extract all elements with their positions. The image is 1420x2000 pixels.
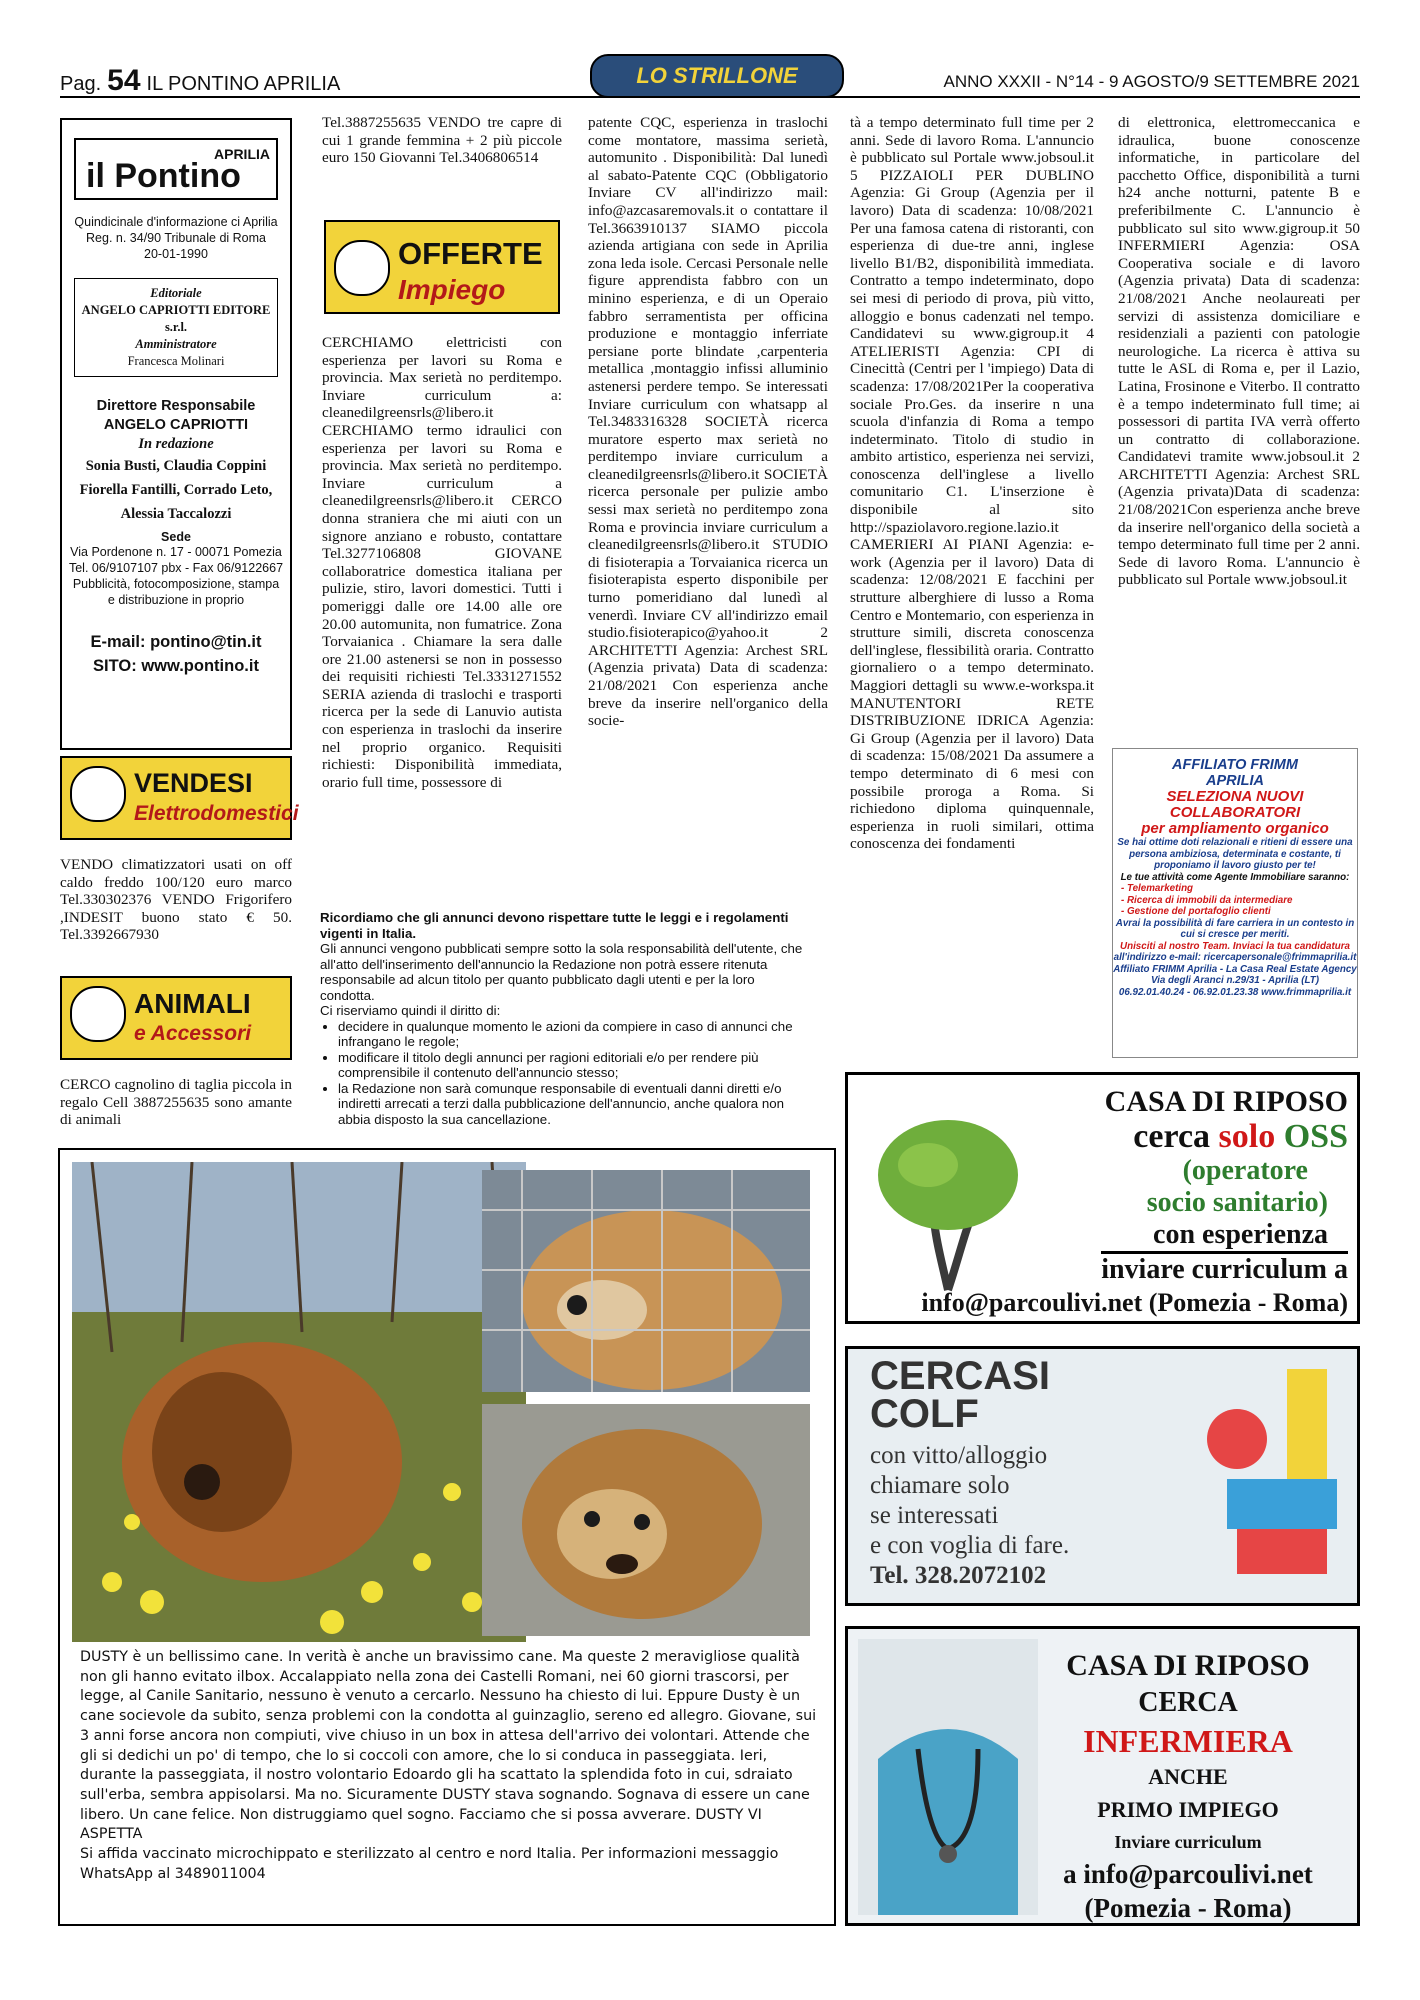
col4-ads: tà a tempo determinato full time per 2 anni. Sede di lavoro Roma. L'annuncio è pubblicato sul Portale www.jobsoul.it 5 PIZZAIOLI PER DUBLINO Agenzia: Gi Group (Agenzia per il lavoro) Data di scadenza: 10/08/2021 Per una famosa catena di ristoranti, con esperienza di due-tre anni, inglese livello B1/B2, disponibilità immediata. Contratto a tempo indeterminato, dopo sei mesi di periodo di prova, più vitto, alloggio e bonus cadenzati nel tempo. Candidatevi su www.gigroup.it 4 ATELIERISTI Agenzia: CPI di Cinecittà (Centri per l 'impiego) Data di scadenza: 17/08/2021Per la cooperativa sociale Pro.Ges. da inserire n una scuola d'infanzia di Roma a tempo indeterminato. Titolo di studio in ambito artistico, esperienza nei servizi, conoscenza dell'inglese a livello comunitario C1. L'inserzione è disponibile al sito http://spaziolavoro.regione.lazio.it CAMERIERI AI PIANI Agenzia: e-work (Agenzia per il lavoro) Data di scadenza: 12/08/2021 E facchini per strutture alberghiere di lusso a Roma Centro e Montemario, con esperienza in strutture simili, discreta conoscenza dell'inglese, flessibilità oraria. Contratto giornaliero o a tempo determinato. Maggiori dettagli su www.e-workspa.it MANUTENTORI RETE DISTRIBUZIONE IDRICA Agenzia: Gi Group (Agenzia per il lavoro) Data di scadenza: 15/08/2021 Da assumere a tempo determinato di 6 mesi con possibile proroga a Roma. Si richiedono diploma quinquennale, esperienza in ruoli similari, ottima conoscenza dei fondamenti xyxy=(850,114,1094,853)
masthead-desc: Quindicinale d'informazione ci Aprilia Reg. n. 34/90 Tribunale di Roma 20-01-1990 xyxy=(74,215,278,261)
address: Via Pordenone n. 17 - 00071 Pomezia Tel. 06/9107107 pbx - Fax 06/9122667 Pubblicità, fotocomposizione, stampa e distribuzione in proprio xyxy=(68,545,284,607)
strillone-icon xyxy=(70,766,126,822)
vendesi-banner: VENDESI Elettrodomestici xyxy=(60,756,292,840)
col3-ads: patente CQC, esperienza in traslochi come montatore, massima serietà, automunito . Disponibilità: Dal lunedì al sabato-Patente CQC (Obbligatorio Inviare CV all'indirizzo mail: info@azcasaremovals.it o contattare il Tel.3663910137 SIAMO piccola azienda artigiana con sede in Aprilia zona leda isole. Cercasi Personale nelle figure apprendista fabbro con un minino esperienza, e di un Operaio fabbro serramentista per officina produzione e montaggio inferriate persiane porte blindate ,carpenteria metallica ,montaggio infissi alluminio astenersi perdere tempo. Se interessati Inviare curriculum con whatsapp al Tel.3483316328 SOCIETÀ ricerca muratore esperto max serietà no perditempo inviare curriculum a cleanedilgreensrls@libero.it SOCIETÀ ricerca personale per pulizie ambo sessi max serietà no perditempo zona Roma e provincia inviare curriculum a cleanedilgreensrls@libero.it STUDIO di fisioterapia a Torvaianica ricerca un fisioterapista esperto disponibile per turno pomeridiano dal lunedì al venerdì. Inviare CV all'indirizzo email studio.fisioterapico@yahoo.it 2 ARCHITETTI Agenzia: Archest SRL (Agenzia privata) Data di scadenza: 21/08/2021 Con esperienza anche breve da inserire nell'organico della socie- xyxy=(588,114,828,730)
page-number-label: Pag. 54 IL PONTINO APRILIA xyxy=(60,64,341,97)
dusty-photo-main xyxy=(72,1162,526,1642)
strillone-icon xyxy=(334,240,390,296)
infermiera-email[interactable]: a info@parcoulivi.net xyxy=(1063,1859,1313,1889)
direttore: Direttore Responsabile ANGELO CAPRIOTTI xyxy=(96,398,256,433)
editorial-box: Editoriale ANGELO CAPRIOTTI EDITORE s.r.l. Amministratore Francesca Molinari xyxy=(74,278,278,377)
paper-name: IL PONTINO APRILIA xyxy=(146,73,341,95)
animali-ads: CERCO cagnolino di taglia piccola in regalo Cell 3887255635 sono amante di animali xyxy=(60,1076,292,1129)
cleaning-supplies-icon xyxy=(1197,1359,1347,1594)
email-link[interactable]: E-mail: pontino@tin.it xyxy=(90,633,262,651)
masthead: APRILIA il Pontino Quindicinale d'informazione ci Aprilia Reg. n. 34/90 Tribunale di Roma 20-01-1990 Editoriale ANGELO CAPRIOTTI EDITORE s.r.l. Amministratore Francesca Molinari Direttore Responsabile ANGELO CAPRIOTTI In redazione Sonia Busti, Claudia Coppini Fiorella Fantilli, Corrado Leto, Alessia Taccalozzi Sede Via Pordenone n. 17 - 00071 Pomezia Tel. 06/9107107 pbx - Fax 06/9122667 Pubblicità, fotocomposizione, stampa e distribuzione in proprio E-mail: pontino@tin.it SITO: www.pontino.it xyxy=(60,118,292,750)
dusty-story: DUSTY è un bellissimo cane. In verità è anche un bravissimo cane. Ma queste 2 meravigliose qualità non gli hanno evitato ilbox. Accalappiato nella zona dei Castelli Romani, nei 60 giorni trascorsi, per legge, al Canile Sanitario, nessuno è venuto a cercarlo. Nessuno ha chiesto di lui. Eppure Dusty è un cane socievole da subito, senza problemi con la condotta al guinzaglio, sereno ed allegro. Giovane, sui 3 anni forse ancora non compiuti, vive chiuso in un box in attesa dell'arrivo dei volontari. Attende che gli si dedichi un po' di tempo, che lo si coccoli con amore, che lo si conduca in passeggiata. Ieri, durante la passeggiata, il nostro volontario Edoardo gli ha scattato la splendida foto in cui, sdraiato sull'erba, sembra appisolarsi. Ma no. Sicuramente DUSTY stava sognando. Sognava di essere un cane libero. Un cane felice. Non distruggiamo quel sogno. Facciamo che si possa avverare. DUSTY VI ASPETTA Si affida vaccinato microchippato e sterilizzato al centro e nord Italia. Per informazioni messaggio WhatsApp al 3489011004 xyxy=(80,1649,817,1882)
issue-info: ANNO XXXII - N°14 - 9 AGOSTO/9 SETTEMBRE 2021 xyxy=(943,72,1360,91)
dusty-photo-grass xyxy=(482,1404,810,1636)
col2-top: Tel.3887255635 VENDO tre capre di cui 1 grande femmina + 2 più piccole euro 150 Giovanni Tel.3406806514 xyxy=(322,114,562,167)
colf-phone[interactable]: Tel. 328.2072102 xyxy=(870,1562,1047,1589)
animali-banner: ANIMALI e Accessori xyxy=(60,976,292,1060)
oss-email[interactable]: info@parcoulivi.net (Pomezia - Roma) xyxy=(921,1288,1348,1317)
frimm-ad: AFFILIATO FRIMM APRILIA SELEZIONA NUOVI COLLABORATORI per ampliamento organico Se hai ottime doti relazionali e ritieni di essere una persona ambiziosa, determinata e costante, ti proponiamo il lavoro giusto per te! Le tue attività come Agente Immobiliare saranno: - Telemarketing - Ricerca di immobili da intermediare - Gestione del portafoglio clienti Avrai la possibilità di fare carriera in un contesto in cui si cresce per meriti. Unisciti al nostro Team. Inviaci la tua candidatura all'indirizzo e-mail: ricercapersonale@frimmaprilia.it Affiliato FRIMM Aprilia - La Casa Real Estate Agency Via degli Aranci n.29/31 - Aprilia (LT) 06.92.01.40.24 - 06.92.01.23.38 www.frimmaprilia.it xyxy=(1112,748,1358,1058)
oss-ad: CASA DI RIPOSO cerca solo OSS (operatore socio sanitario) con esperienza inviare curriculum a info@parcoulivi.net (Pomezia - Roma) xyxy=(845,1072,1360,1324)
contact xyxy=(62,630,290,678)
rule-item: • decidere in qualunque momento le azioni da compiere in caso di annunci che infrangano le regole; xyxy=(338,1019,810,1050)
nurse-photo xyxy=(858,1639,1038,1915)
strillone-logo: LO STRILLONE xyxy=(590,54,844,98)
dusty-photo-cage xyxy=(482,1170,810,1392)
pontino-logo: APRILIA il Pontino xyxy=(74,138,278,200)
vendesi-ads: VENDO climatizzatori usati on off caldo freddo 100/120 euro marco Tel.330302376 VENDO Frigorifero ,INDESIT buono stato € 50. Tel.3392667930 xyxy=(60,856,292,944)
colf-ad: CERCASI COLF con vitto/alloggio chiamare solo se interessati e con voglia di fare. Tel. 328.2072102 xyxy=(845,1346,1360,1606)
strillone-icon xyxy=(70,986,126,1042)
infermiera-ad: CASA DI RIPOSO CERCA INFERMIERA ANCHE PRIMO IMPIEGO Inviare curriculum a info@parcoulivi.net (Pomezia - Roma) xyxy=(845,1626,1360,1926)
rule-item: • modificare il titolo degli annunci per ragioni editoriali e/o per rendere più comprensibile il contenuto dell'annuncio stesso; xyxy=(338,1050,810,1081)
site-link[interactable]: SITO: www.pontino.it xyxy=(93,657,259,675)
rules-list xyxy=(320,1019,810,1128)
col2-ads: CERCHIAMO elettricisti con esperienza per lavori su Roma e provincia. Max serietà no perditempo. Inviare curriculum a: cleanedilgreensrls@libero.it CERCHIAMO termo idraulici con esperienza per lavori su Roma e provincia. Max serietà no perditempo. Inviare curriculum a cleanedilgreensrls@libero.it CERCO donna straniera che mi aiuti con un signore anziano e robusto, contattare Tel.3277106808 GIOVANE collaboratrice domestica italiana per pulizie, stiro, lavori domestici. Tutti i pomeriggi dalle ore 14.00 alle ore 20.00 automunita, non fumatrice. Zona Torvaianica . Chiamare la sera dalle ore 21.00 astenersi se non in possesso dei requisiti richiesti Tel.3331271552 SERIA azienda di traslochi e trasporti ricerca per la sede di Lanuvio autista con esperienza in traslochi da inserire nel proprio organico. Requisiti richiesti: Disponibilità immediata, orario full time, possessore di xyxy=(322,334,562,791)
page-number: 54 xyxy=(107,64,141,97)
col5-ads: di elettronica, elettromeccanica e idraulica, buone conoscenze informatiche, in particolare del pacchetto Office, disponibilità a turni h24 anche notturni, patente B e preferibilmente C. L'annuncio è pubblicato sul sito www.gigroup.it 50 INFERMIERI Agenzia: OSA Cooperativa sociale e di lavoro (Agenzia privata) Data di scadenza: 21/08/2021 Anche neolaureati per servizi di assistenza domiciliare e residenziali a pazienti con patologie neurologiche. La ricerca è attiva su tutte le ASL di Roma e, per il Lazio, Latina, Frosinone e Viterbo. Il contratto è a tempo indeterminato full time; ai possessori di partita IVA verrà offerto un contratto di collaborazione. Candidatevi tramite www.jobsoul.it 2 ARCHITETTI Agenzia: Archest SRL (Agenzia privata)Data di scadenza: 21/08/2021Con esperienza anche breve da inserire nell'organico della società a tempo determinato full time per 2 anni. Sede di lavoro Roma. L'annuncio è pubblicato sul Portale www.jobsoul.it xyxy=(1118,114,1360,589)
rules-notice: Ricordiamo che gli annunci devono rispettare tutte le leggi e i regolamenti vigenti in Italia. Gli annunci vengono pubblicati sempre sotto la sola responsabilità dell'utente, che all'atto dell'inserimento dell'annuncio la Redazione non potrà essere ritenuta responsabile ad alcun titolo per quanto pubblicato dagli utenti e per la loro condotta. Ci riserviamo quindi il diritto di: • decidere in qualunque momento le azioni da compiere in caso di annunci che infrangano le regole; • modificare il titolo degli annunci per ragioni editoriali e/o per rendere più comprensibile il contenuto dell'annuncio stesso; • la Redazione non sarà comunque responsabile di eventuali danni diretti e/o indiretti arrecati a terzi dalla pubblicazione dell'annuncio, anche qualora non abbia disposto la sua cancellazione. xyxy=(320,910,810,1127)
page-header xyxy=(60,62,1360,98)
rule-item: • la Redazione non sarà comunque responsabile di eventuali danni diretti e/o indiretti arrecati a terzi dalla pubblicazione dell'annuncio, anche qualora non abbia disposto la sua cancellazione. xyxy=(338,1081,810,1128)
redazione-names: Sonia Busti, Claudia Coppini Fiorella Fantilli, Corrado Leto, Alessia Taccalozzi xyxy=(79,458,273,522)
offerte-banner: OFFERTE Impiego xyxy=(324,220,560,314)
